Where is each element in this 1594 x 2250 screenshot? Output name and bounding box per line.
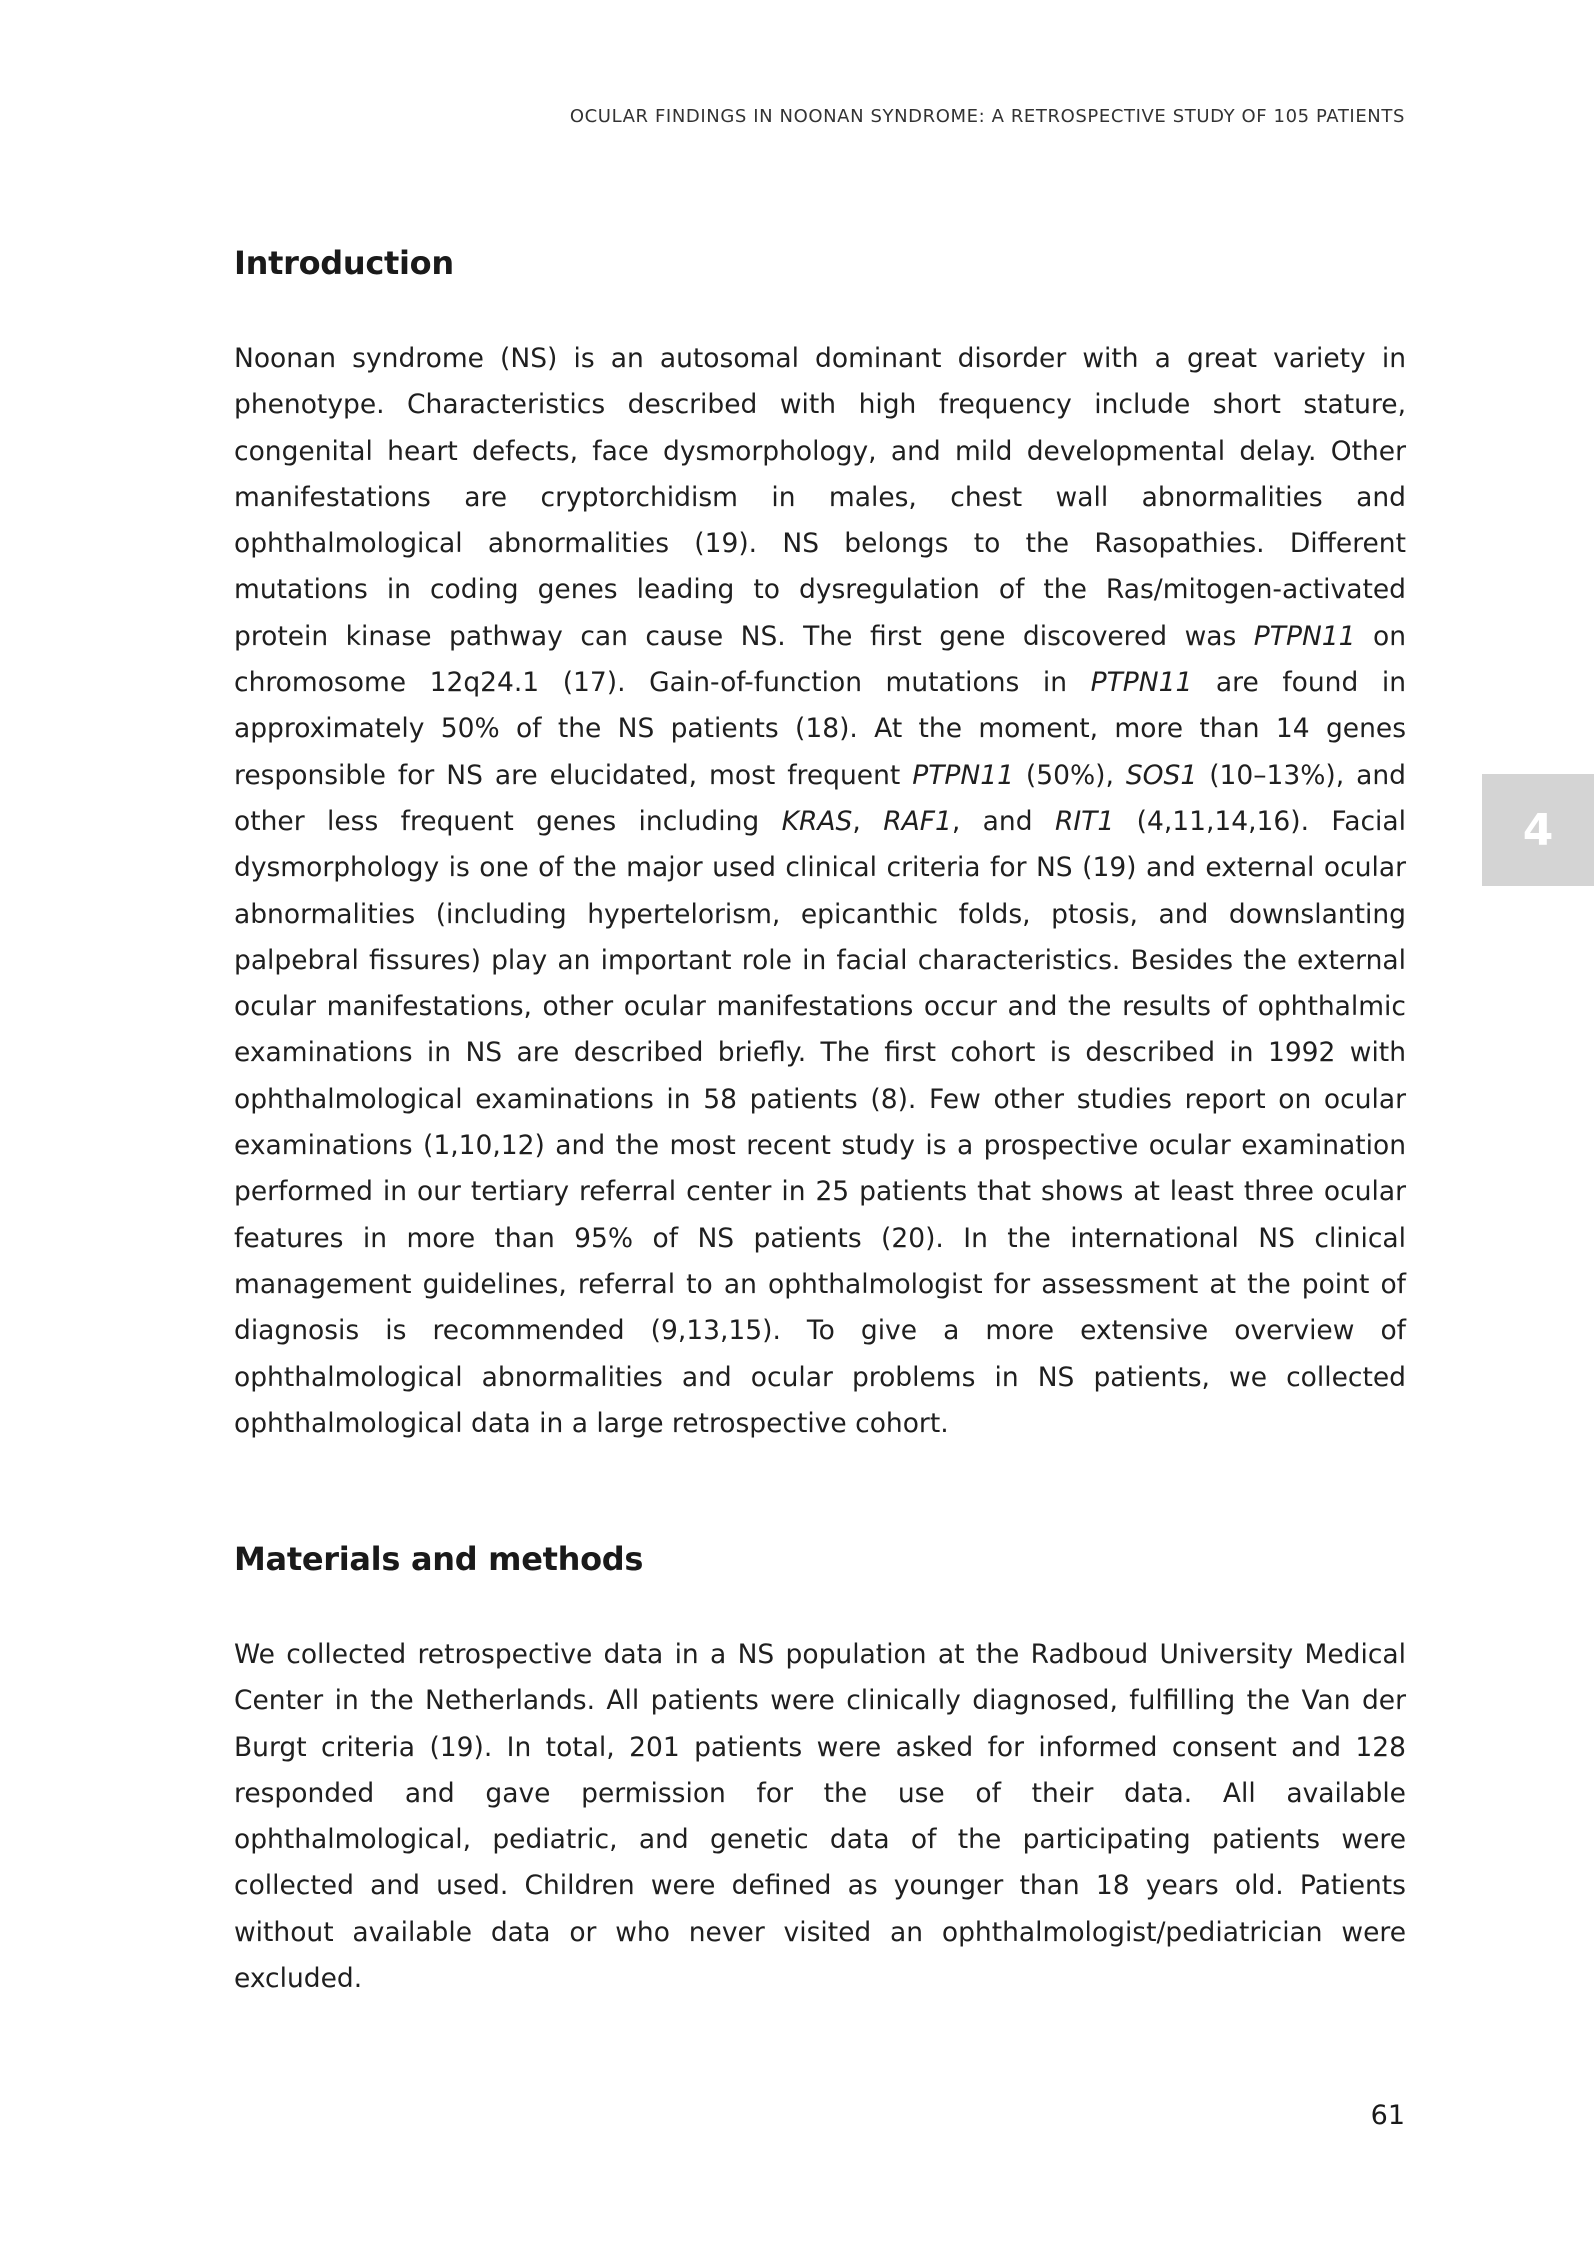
text-segment: (4,11,14,16). Facial dysmorphology is one of the major used clinical criteria for NS (19) and external ocular abnormalities (including hypertelorism, epicanthic folds, ptosis, and downslanting palpebral fissures) play an important role in facial characteristics. Besides the external ocular manifestations, other ocular manifestations occur and the results of ophthalmic examinations in NS are described briefly. The first cohort is described in 1992 with ophthalmological examinations in 58 patients (8). Few other studies report on ocular examinations (1,10,12) and the most recent study is a prospective ocular examination performed in our tertiary referral center in 25 patients that shows at least three ocular features in more than 95% of NS patients (20). In the international NS clinical management guidelines, referral to an ophthalmologist for assessment at the point of diagnosis is recommended (9,13,15). To give a more extensive overview of ophthalmological abnormalities and ocular problems in NS patients, we collected ophthalmological data in a large retrospective cohort. xyxy=(234,805,1406,1439)
page-number: 61 xyxy=(1370,2100,1405,2131)
gene-name: PTPN11 xyxy=(1253,620,1356,652)
gene-name: RIT1 xyxy=(1054,805,1115,837)
methods-heading: Materials and methods xyxy=(234,1540,644,1578)
gene-name: PTPN11 xyxy=(1090,667,1193,699)
text-segment: , xyxy=(852,805,884,837)
text-segment: , and xyxy=(951,805,1055,837)
gene-name: KRAS xyxy=(781,805,853,837)
running-header: OCULAR FINDINGS IN NOONAN SYNDROME: A RETROSPECTIVE STUDY OF 105 PATIENTS xyxy=(569,106,1405,127)
gene-name: PTPN11 xyxy=(912,759,1014,791)
methods-paragraph: We collected retrospective data in a NS population at the Radboud University Medical Center in the Netherlands. All patients were clinically diagnosed, fulfilling the Van der Burgt criteria (19). In total, 201 patients were asked for informed consent and 128 responded and gave permission for the use of their data. All available ophthalmological, pediatric, and genetic data of the participating patients were collected and used. Children were defined as younger than 18 years old. Patients without available data or who never visited an ophthalmologist/pediatrician were excluded. xyxy=(234,1639,1406,1995)
text-segment: (50%), xyxy=(1013,759,1126,791)
chapter-tab: 4 xyxy=(1482,774,1594,886)
gene-name: RAF1 xyxy=(883,805,952,837)
text-segment: on chromosome 12q24.1 (17). Gain-of-function mutations in xyxy=(234,620,1406,699)
introduction-heading: Introduction xyxy=(234,244,454,282)
text-segment: (10–13%), and other less frequent genes including xyxy=(234,759,1406,837)
text-segment: are found in approximately 50% of the NS patients (18). At the moment, more than 14 genes responsible for NS are elucidated, most frequent xyxy=(234,667,1406,791)
introduction-paragraph xyxy=(234,336,1406,1447)
gene-name: SOS1 xyxy=(1125,759,1198,791)
text-segment: Noonan syndrome (NS) is an autosomal dominant disorder with a great variety in phenotype. Characteristics described with high frequency include short stature, congenital heart defects, face dysmorphology, and mild developmental delay. Other manifestations are cryptorchidism in males, chest wall abnormalities and ophthalmological abnormalities (19). NS belongs to the Rasopathies. Different mutations in coding genes leading to dysregulation of the Ras/mitogen-activated protein kinase pathway can cause NS. The first gene discovered was xyxy=(234,343,1406,652)
